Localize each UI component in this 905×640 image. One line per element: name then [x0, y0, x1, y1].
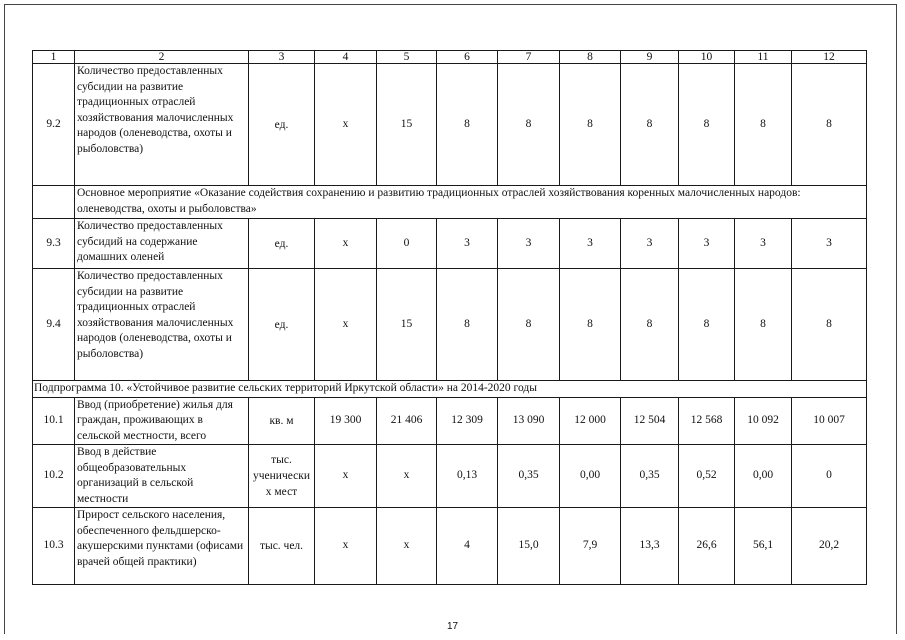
value-cell: 0,13: [437, 445, 498, 508]
indicator-name: Прирост сельского населения, обеспеченного фельдшерско-акушерскими пунктами (офисами врачей общей практики): [75, 508, 249, 585]
value-cell: 3: [498, 219, 560, 269]
value-cell: 12 504: [621, 397, 679, 445]
unit-cell: тыс. ученически х мест: [249, 445, 315, 508]
value-cell: 0,00: [560, 445, 621, 508]
header-cell: 3: [249, 51, 315, 64]
table-row: [33, 445, 867, 508]
value-cell: 26,6: [679, 508, 735, 585]
indicator-name: Количество предоставленных субсидии на развитие традиционных отраслей хозяйствования малочисленных народов (оленеводства, охоты и рыболовства): [75, 269, 249, 381]
value-cell: 21 406: [377, 397, 437, 445]
value-cell: 4: [437, 508, 498, 585]
header-cell: 11: [735, 51, 792, 64]
value-cell: 8: [498, 269, 560, 381]
unit-cell: ед.: [249, 269, 315, 381]
unit-cell: ед.: [249, 219, 315, 269]
indicator-name: Количество предоставленных субсидии на развитие традиционных отраслей хозяйствования малочисленных народов (оленеводства, охоты и рыболовства): [75, 64, 249, 186]
indicator-name: Ввод (приобретение) жилья для граждан, проживающих в сельской местности, всего: [75, 397, 249, 445]
row-number: 10.3: [33, 508, 75, 585]
page-number: 17: [446, 621, 459, 632]
row-number: 9.4: [33, 269, 75, 381]
section-title: Подпрограмма 10. «Устойчивое развитие сельских территорий Иркутской области» на 2014-2020 годы: [33, 381, 867, 398]
value-cell: 8: [792, 64, 867, 186]
row-number: 9.2: [33, 64, 75, 186]
header-cell: 8: [560, 51, 621, 64]
header-cell: 4: [315, 51, 377, 64]
value-cell: 0: [377, 219, 437, 269]
value-cell: х: [315, 445, 377, 508]
header-cell: 9: [621, 51, 679, 64]
value-cell: 3: [560, 219, 621, 269]
value-cell: х: [377, 445, 437, 508]
value-cell: 15: [377, 269, 437, 381]
value-cell: 8: [621, 269, 679, 381]
value-cell: 3: [679, 219, 735, 269]
value-cell: 8: [735, 64, 792, 186]
table-body: [33, 51, 867, 585]
value-cell: 0,35: [621, 445, 679, 508]
value-cell: 15,0: [498, 508, 560, 585]
value-cell: 15: [377, 64, 437, 186]
value-cell: 10 092: [735, 397, 792, 445]
section-row: [33, 381, 867, 398]
value-cell: 8: [735, 269, 792, 381]
value-cell: 8: [679, 64, 735, 186]
value-cell: 8: [792, 269, 867, 381]
empty-cell: [33, 186, 75, 219]
value-cell: 3: [735, 219, 792, 269]
table-row: [33, 219, 867, 269]
value-cell: 3: [437, 219, 498, 269]
table-row: [33, 269, 867, 381]
value-cell: х: [315, 219, 377, 269]
header-cell: 2: [75, 51, 249, 64]
table-row: [33, 508, 867, 585]
row-number: 10.1: [33, 397, 75, 445]
value-cell: 19 300: [315, 397, 377, 445]
value-cell: х: [377, 508, 437, 585]
row-number: 9.3: [33, 219, 75, 269]
value-cell: х: [315, 64, 377, 186]
value-cell: 13,3: [621, 508, 679, 585]
value-cell: 8: [437, 64, 498, 186]
value-cell: 56,1: [735, 508, 792, 585]
unit-cell: тыс. чел.: [249, 508, 315, 585]
header-cell: 12: [792, 51, 867, 64]
value-cell: 12 309: [437, 397, 498, 445]
value-cell: 0,35: [498, 445, 560, 508]
indicator-name: Ввод в действие общеобразовательных организаций в сельской местности: [75, 445, 249, 508]
value-cell: х: [315, 269, 377, 381]
header-cell: 5: [377, 51, 437, 64]
value-cell: 8: [560, 269, 621, 381]
unit-cell: кв. м: [249, 397, 315, 445]
value-cell: 20,2: [792, 508, 867, 585]
value-cell: 3: [792, 219, 867, 269]
value-cell: 10 007: [792, 397, 867, 445]
value-cell: х: [315, 508, 377, 585]
value-cell: 8: [560, 64, 621, 186]
header-cell: 1: [33, 51, 75, 64]
value-cell: 8: [679, 269, 735, 381]
value-cell: 0,52: [679, 445, 735, 508]
value-cell: 12 568: [679, 397, 735, 445]
unit-cell: ед.: [249, 64, 315, 186]
value-cell: 8: [437, 269, 498, 381]
value-cell: 13 090: [498, 397, 560, 445]
header-cell: 10: [679, 51, 735, 64]
indicators-table: [32, 50, 867, 585]
header-row: [33, 51, 867, 64]
section-row: [33, 186, 867, 219]
row-number: 10.2: [33, 445, 75, 508]
header-cell: 6: [437, 51, 498, 64]
value-cell: 0: [792, 445, 867, 508]
value-cell: 0,00: [735, 445, 792, 508]
table-row: [33, 64, 867, 186]
table-row: [33, 397, 867, 445]
value-cell: 7,9: [560, 508, 621, 585]
indicator-name: Количество предоставленных субсидий на содержание домашних оленей: [75, 219, 249, 269]
value-cell: 12 000: [560, 397, 621, 445]
value-cell: 8: [621, 64, 679, 186]
header-cell: 7: [498, 51, 560, 64]
value-cell: 3: [621, 219, 679, 269]
section-title: Основное мероприятие «Оказание содействия сохранению и развитию традиционных отраслей хозяйствования коренных малочисленных народов: оленеводства, охоты и рыболовства»: [75, 186, 867, 219]
value-cell: 8: [498, 64, 560, 186]
